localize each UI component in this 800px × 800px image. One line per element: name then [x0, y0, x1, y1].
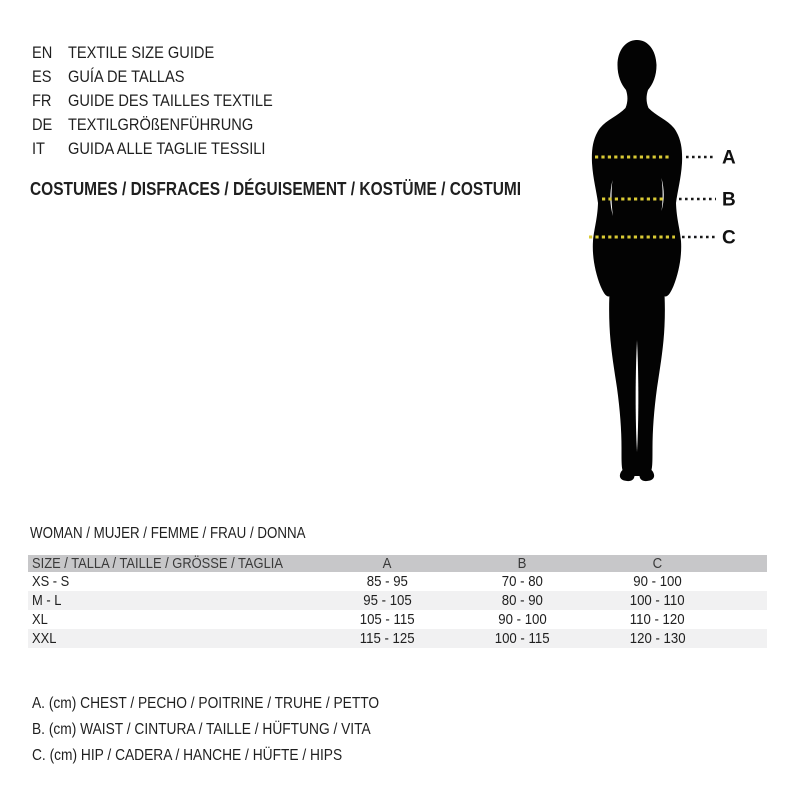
- chest-range-cell: 115 - 125: [360, 630, 415, 647]
- language-code: IT: [32, 139, 45, 158]
- column-header-size: SIZE / TALLA / TAILLE / GRÖSSE / TAGLIA: [32, 555, 283, 572]
- language-row-it: [32, 137, 306, 161]
- size-cell: XL: [32, 611, 48, 628]
- legend-chest: A. (cm) CHEST / PECHO / POITRINE / TRUHE / PETTO: [32, 695, 380, 712]
- size-cell: M - L: [32, 592, 62, 609]
- hip-range-cell: 90 - 100: [633, 573, 682, 590]
- column-header-b: B: [518, 555, 527, 572]
- language-label: GUIDE DES TAILLES TEXTILE: [68, 91, 273, 110]
- column-header-a: A: [383, 555, 392, 572]
- language-row-es: [32, 65, 306, 89]
- language-label: GUIDA ALLE TAGLIE TESSILI: [68, 139, 266, 158]
- table-group-title: WOMAN / MUJER / FEMME / FRAU / DONNA: [30, 525, 306, 542]
- column-header-c: C: [652, 555, 663, 572]
- size-table: [28, 555, 767, 648]
- size-cell: XXL: [32, 630, 57, 647]
- table-row: [28, 610, 767, 629]
- hip-range-cell: 110 - 120: [630, 611, 685, 628]
- language-code: ES: [32, 67, 52, 86]
- language-list: [32, 41, 306, 161]
- waist-range-cell: 100 - 115: [495, 630, 550, 647]
- legend-waist: B. (cm) WAIST / CINTURA / TAILLE / HÜFTUNG / VITA: [32, 721, 371, 738]
- chest-range-cell: 95 - 105: [363, 592, 412, 609]
- chest-range-cell: 105 - 115: [360, 611, 415, 628]
- language-label: TEXTILE SIZE GUIDE: [68, 43, 215, 62]
- language-row-en: [32, 41, 306, 65]
- table-row: [28, 629, 767, 648]
- waist-range-cell: 80 - 90: [501, 592, 544, 609]
- language-code: DE: [32, 115, 53, 134]
- size-diagram: [582, 40, 797, 490]
- language-code: FR: [32, 91, 52, 110]
- waist-range-cell: 70 - 80: [501, 573, 544, 590]
- category-title: COSTUMES / DISFRACES / DÉGUISEMENT / KOSTÜME / COSTUMI: [30, 179, 522, 199]
- size-cell: XS - S: [32, 573, 70, 590]
- language-label: TEXTILGRÖßENFÜHRUNG: [68, 115, 254, 134]
- hip-range-cell: 100 - 110: [630, 592, 685, 609]
- language-row-fr: [32, 89, 306, 113]
- measurement-legend: [32, 691, 436, 769]
- language-row-de: [32, 113, 306, 137]
- marker-a: A: [722, 147, 736, 169]
- language-code: EN: [32, 43, 53, 62]
- chest-range-cell: 85 - 95: [366, 573, 409, 590]
- hip-range-cell: 120 - 130: [629, 630, 686, 647]
- marker-c: C: [722, 227, 736, 249]
- table-header-row: [28, 555, 767, 572]
- marker-b: B: [722, 189, 736, 211]
- waist-range-cell: 90 - 100: [498, 611, 547, 628]
- language-label: GUÍA DE TALLAS: [68, 67, 185, 86]
- legend-hip: C. (cm) HIP / CADERA / HANCHE / HÜFTE / HIPS: [32, 747, 343, 764]
- table-row: [28, 572, 767, 591]
- table-row: [28, 591, 767, 610]
